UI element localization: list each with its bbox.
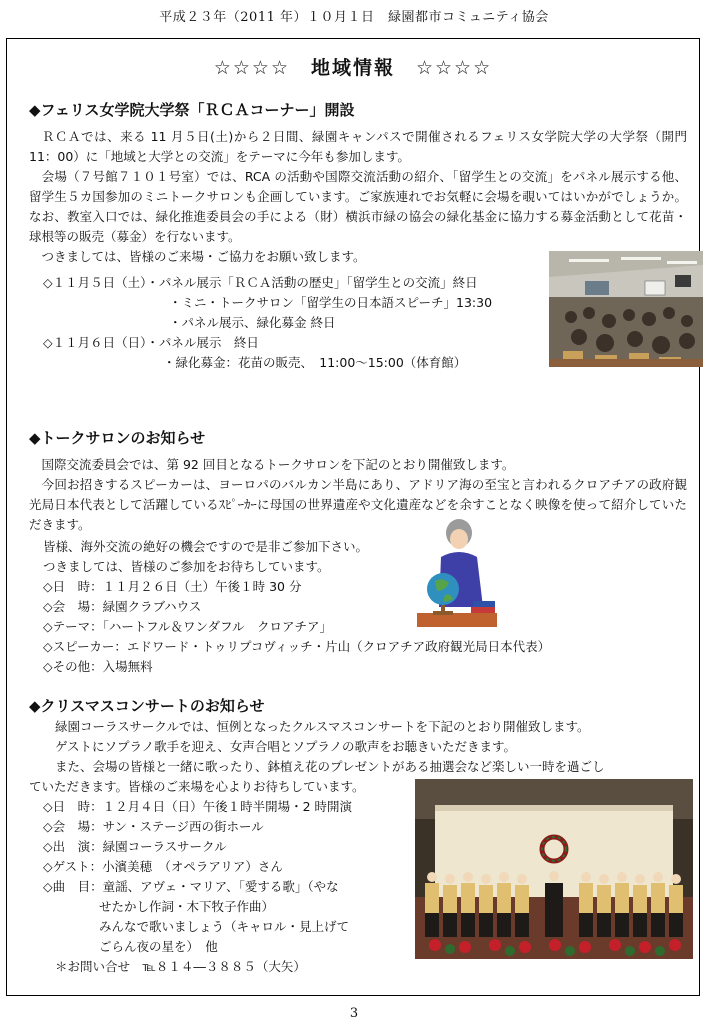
talk-line: ◇スピーカー：エドワード・トゥリプコヴィッチ・片山（クロアチア政府観光局日本代表）: [43, 639, 551, 654]
xmas-line: ◇日 時：１２月４日（日）午後１時半開場・2 時開演: [43, 799, 353, 814]
talk-line: ◇テーマ：「ハートフル＆ワンダフル クロアチア」: [43, 619, 332, 634]
xmas-line: ◇出 演：緑園コーラスサークル: [43, 839, 227, 854]
xmas-line: せたかし作詞・木下牧子作曲）: [99, 899, 275, 914]
classroom-photo: [549, 251, 703, 367]
talk-line: ◇その他：入場無料: [43, 659, 153, 674]
talk-line: つきましては、皆様のご参加をお待ちしています。: [43, 559, 330, 574]
xmas-line: ◇ゲスト：小濱美穂 （オペラアリア）さん: [43, 859, 283, 874]
talk-paragraph-1: 国際交流委員会では、第 92 回目となるトークサロンを下記のとおり開催致します。: [29, 457, 515, 472]
rca-heading: ◆フェリス女学院大学祭「ＲＣＡコーナー」開設: [29, 101, 355, 119]
content-frame: [6, 38, 700, 996]
xmas-line: ◇会 場：サン・ステージ西の街ホール: [43, 819, 264, 834]
rca-schedule-line: ◇１１月５日（土）・パネル展示「ＲＣＡ活動の歴史」「留学生との交流」終日: [43, 275, 478, 290]
xmas-line: ごらん夜の星を） 他: [99, 939, 218, 954]
page-header: 平成２３年（2011 年）１０月１日 緑園都市コミュニティ協会: [159, 10, 549, 25]
rca-paragraph-2: 会場（７号館７１０１号室）では、RCA の活動や国際交流活動の紹介、「留学生との交流」をパネル展示する他、留学生５カ国参加のミニトークサロンも企画しています。ご家族連れでお気軽に会場を覗いてはいかがでしょうか。なお、教室入口では、緑化推進委員会の手による（財）横浜市緑の協会の緑化基金に協力する募金活動として花苗・球根等の販売（募金）を行ないます。: [29, 169, 687, 244]
xmas-contact: ＊お問い合せ ℡８１４―３８８５（大矢）: [55, 959, 306, 974]
rca-schedule-line: ◇１１月６日（日）・パネル展示 終日: [43, 335, 259, 350]
xmas-line: みんなで歌いましょう（キャロル・見上げて: [99, 919, 350, 934]
talk-line: 皆様、海外交流の絶好の機会ですので是非ご参加下さい。: [43, 539, 369, 554]
rca-paragraph-1: ＲＣＡでは、来る 11 月５日(土)から２日間、緑園キャンパスで開催されるフェリス女学院大学の大学祭（開門 11：00）に「地域と大学との交流」をテーマに今年も参加します。: [29, 129, 687, 164]
xmas-line: ◇曲 目：童謡、アヴェ・マリア、「愛する歌」（やな: [43, 879, 339, 894]
rca-schedule-line: ・緑化募金：花苗の販売、 11:00～15:00（体育館）: [163, 355, 467, 370]
page-number: 3: [349, 1006, 359, 1021]
rca-schedule-line: ・ミニ・トークサロン「留学生の日本語スピーチ」13:30: [169, 295, 493, 310]
talk-line: ◇会 場：緑園クラブハウス: [43, 599, 202, 614]
xmas-line: ゲストにソプラノ歌手を迎え、女声合唱とソプラノの歌声をお聴きいただきます。: [55, 739, 517, 754]
xmas-line: ていただきます。皆様のご来場を心よりお待ちしています。: [29, 779, 365, 794]
talk-line: ◇日 時：１１月２６日（土）午後１時 30 分: [43, 579, 302, 594]
teacher-globe-illustration: [413, 517, 499, 629]
xmas-line: 緑園コーラスサークルでは、恒例となったクルスマスコンサートを下記のとおり開催致します。: [55, 719, 590, 734]
xmas-heading: ◆クリスマスコンサートのお知らせ: [29, 697, 265, 715]
choir-photo: [415, 779, 693, 959]
talk-paragraph-2: 今回お招きするスピーカーは、ヨーロパのバルカン半島にあり、アドリア海の至宝と言われるクロアチアの政府観光局日本代表として活躍しているｽﾋﾟｰｶｰに母国の世界遺産や文化遺産などを余すことなく映像を使って紹介していただきます。: [29, 477, 687, 532]
talk-heading: ◆トークサロンのお知らせ: [29, 429, 206, 447]
page-title: ☆☆☆☆ 地域情報 ☆☆☆☆: [213, 57, 493, 79]
rca-paragraph-3: つきましては、皆様のご来場・ご協力をお願い致します。: [29, 249, 366, 264]
xmas-line: また、会場の皆様と一緒に歌ったり、鉢植え花のプレゼントがある抽選会など楽しい一時を過ごし: [55, 759, 605, 774]
rca-schedule-line: ・パネル展示、緑化募金 終日: [169, 315, 336, 330]
